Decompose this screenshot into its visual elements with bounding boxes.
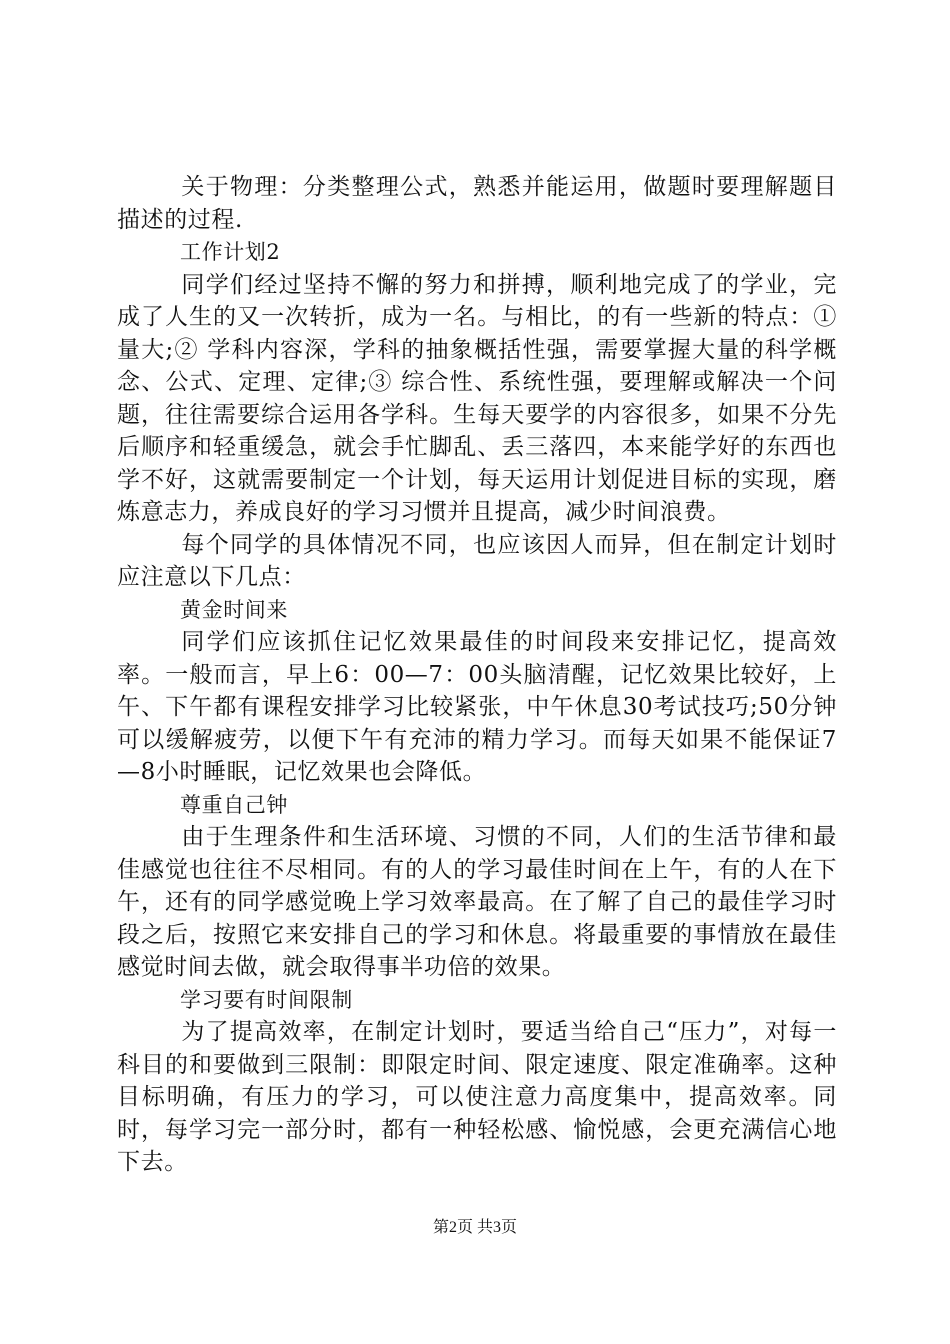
paragraph-own-clock: 由于生理条件和生活环境、习惯的不同，人们的生活节律和最佳感觉也往往不尽相同。有的人的学习最佳时间在上午，有的人在下午，还有的同学感觉晚上学习效率最高。在了解了自己的最佳学习时段之后，按照它来安排自己的学习和休息。将最重要的事情放在最佳感觉时间去做，就会取得事半功倍的效果。	[117, 824, 837, 980]
paragraph-golden-time: 同学们应该抓住记忆效果最佳的时间段来安排记忆，提高效率。一般而言，早上6：00—7：00头脑清醒，记忆效果比较好，上午、下午都有课程安排学习比较紧张，中午休息30考试技巧;50分钟可以缓解疲劳，以便下午有充沛的精力学习。而每天如果不能保证7—8小时睡眠，记忆效果也会降低。	[117, 629, 837, 785]
paragraph-intro: 同学们经过坚持不懈的努力和拼搏，顺利地完成了的学业，完成了人生的又一次转折，成为一名。与相比，的有一些新的特点：①量大;② 学科内容深，学科的抽象概括性强，需要掌握大量的科学概念、公式、定理、定律;③ 综合性、系统性强，要理解或解决一个问题，往往需要综合运用各学科。生每天要学的内容很多，如果不分先后顺序和轻重缓急，就会手忙脚乱、丢三落四，本来能学好的东西也学不好，这就需要制定一个计划，每天运用计划促进目标的实现，磨炼意志力，养成良好的学习习惯并且提高，减少时间浪费。	[117, 271, 837, 525]
heading-time-limit: 学习要有时间限制	[180, 987, 353, 1012]
paragraph-notes: 每个同学的具体情况不同，也应该因人而异，但在制定计划时应注意以下几点：	[117, 531, 837, 590]
paragraph-physics: 关于物理：分类整理公式，熟悉并能运用，做题时要理解题目描述的过程.	[117, 174, 837, 233]
paragraph-time-limit: 为了提高效率，在制定计划时，要适当给自己“压力”，对每一科目的和要做到三限制：即限定时间、限定速度、限定准确率。这种目标明确，有压力的学习，可以使注意力高度集中，提高效率。同时，每学习完一部分时，都有一种轻松感、愉悦感，会更充满信心地下去。	[117, 1019, 837, 1175]
page-footer: 第2页 共3页	[432, 1219, 517, 1236]
heading-own-clock: 尊重自己钟	[180, 792, 288, 817]
document-body	[117, 171, 837, 1179]
heading-golden-time: 黄金时间来	[180, 597, 288, 622]
heading-work-plan-2: 工作计划2	[180, 240, 281, 264]
